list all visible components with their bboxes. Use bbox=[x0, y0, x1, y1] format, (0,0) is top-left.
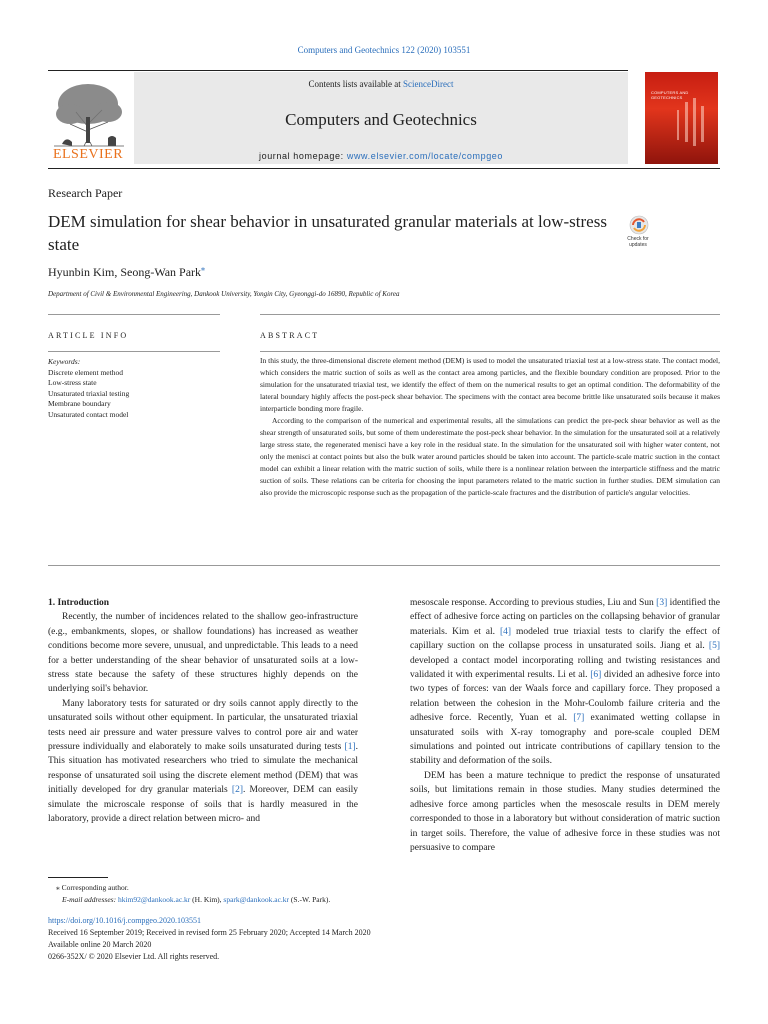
text-run: mesoscale response. According to previous studies, Liu and Sun bbox=[410, 598, 657, 608]
keyword: Unsaturated contact model bbox=[48, 409, 129, 419]
affiliation: Department of Civil & Environmental Engineering, Dankook University, Yongin City, Gyeonggi-do 16890, Republic of Korea bbox=[48, 290, 400, 298]
abstract-heading: ABSTRACT bbox=[260, 331, 320, 340]
citation-link[interactable]: [4] bbox=[499, 626, 512, 637]
email-owner: (H. Kim), bbox=[190, 895, 224, 904]
journal-title: Computers and Geotechnics bbox=[285, 110, 477, 129]
journal-reference[interactable]: Computers and Geotechnics 122 (2020) 103551 bbox=[297, 45, 471, 55]
citation-link[interactable]: [3] bbox=[656, 598, 668, 608]
article-info-mid-rule bbox=[48, 351, 220, 352]
keyword: Discrete element method bbox=[48, 367, 123, 377]
cover-pattern-icon bbox=[645, 72, 718, 164]
citation-link[interactable]: [5] bbox=[708, 641, 720, 652]
body-right-column bbox=[410, 596, 720, 855]
author-names: Hyunbin Kim, Seong-Wan Park bbox=[48, 265, 202, 279]
text-run: . Moreover, DEM can easily simulate the microscale response of soils that is hardly measured in the laboratory, provide a direct relation between micro- and bbox=[48, 785, 358, 825]
citation-link[interactable]: [1] bbox=[344, 742, 356, 753]
abstract-paragraph: In this study, the three-dimensional discrete element method (DEM) is used to model the unsaturated triaxial test at a low-stress state. The contact model, which considers the matric suction of soils as well as the contact area among particles, and the flexible boundary condition are proposed. Prior to the simulation for the unsaturated triaxial test, we identify the effect of them on the numerical results to get an optimal condition. The deformability of the lateral boundary highly affects the post-peck shear behavior. The specimens with the contact area become brittle like unsaturated soils because it makes interparticle bonding more fragile. bbox=[260, 356, 720, 413]
text-run: . This situation has motivated researchers who tried to simulate the mechanical response of unsaturated soil using the discrete element method (DEM) that was initially developed for dry granular materials bbox=[48, 742, 358, 796]
introduction-heading: 1. Introduction bbox=[48, 598, 110, 608]
contents-line bbox=[134, 79, 628, 89]
copyright: 0266-352X/ © 2020 Elsevier Ltd. All rights reserved. bbox=[48, 952, 220, 961]
available-online: Available online 20 March 2020 bbox=[48, 940, 152, 949]
keywords-label: Keywords: bbox=[48, 357, 81, 366]
abstract-bottom-rule bbox=[48, 565, 720, 566]
homepage-prefix: journal homepage: bbox=[258, 151, 347, 161]
contents-prefix: Contents lists available at bbox=[308, 79, 403, 89]
keywords-block bbox=[48, 357, 220, 420]
cover-title: COMPUTERS AND GEOTECHNICS bbox=[651, 90, 689, 100]
received-dates: Received 16 September 2019; Received in revised form 25 February 2020; Accepted 14 March 2020 bbox=[48, 928, 371, 937]
doi-link[interactable]: https://doi.org/10.1016/j.compgeo.2020.103551 bbox=[48, 916, 201, 925]
abstract-paragraph: According to the comparison of the numerical and experimental results, all the simulations can predict the pre-peck shear behavior as well as the shear strength of unsaturated soils, but some of them underestimate the post-peck shear behavior. In the simulation for the unsaturated soil at a relatively large stress state, the regenerated menisci have a key role in the residual state. In the simulation for the unsaturated soil with higher water content, not only the menisci at contact points but also the bulk water around particles should be taken into account. The particle-scale matric suction in the contact model can exhibit a linear relation with the matric suction of soils, while there is a nonlinear relation between the interparticle stiffness and the matric suction of soils. These relations can be criteria for choosing the input parameters related to the matric suction in further studies. DEM simulation can also provide the microscopic response such as the propagation of the particle-scale fractures and the distribution of particle's angular velocities. bbox=[260, 416, 720, 497]
body-paragraph: DEM has been a mature technique to predict the response of unsaturated soils, but limitations remain in those studies. Many studies determined the adhesive force among particles when the mesoscale results in DEM merely corresponded to those in a laboratory but without consideration of matric suction in target soils. Therefore, the value of adhesive force in these studies was not persuasive to compare bbox=[410, 770, 720, 853]
body-paragraph bbox=[410, 596, 720, 769]
abstract-mid-rule bbox=[260, 351, 720, 352]
body-paragraph bbox=[48, 697, 358, 827]
check-for-updates-label[interactable]: Check for updates bbox=[627, 236, 649, 248]
keyword: Unsaturated triaxial testing bbox=[48, 388, 130, 398]
citation-link[interactable]: [6] bbox=[590, 670, 602, 681]
homepage-line bbox=[134, 151, 628, 161]
email-link[interactable]: spark@dankook.ac.kr bbox=[223, 895, 290, 904]
header-top-rule bbox=[48, 70, 628, 71]
homepage-link[interactable]: www.elsevier.com/locate/compgeo bbox=[346, 151, 504, 161]
footnotes bbox=[48, 882, 720, 906]
authors bbox=[48, 264, 205, 280]
keyword: Low-stress state bbox=[48, 378, 97, 387]
elsevier-wordmark: ELSEVIER bbox=[52, 147, 124, 162]
body-left-column bbox=[48, 596, 358, 827]
text-run: modeled true triaxial tests to clarify the effect of capillary suction on the collapse process in unsaturated soils. Jiang et al. bbox=[410, 626, 720, 652]
article-type: Research Paper bbox=[48, 186, 123, 200]
text-run: developed a contact model incorporating rolling and twisting resistances and validated it with experimental results. Li et al. bbox=[410, 655, 720, 681]
email-label: E-mail addresses: bbox=[62, 895, 118, 904]
text-run: Many laboratory tests for saturated or dry soils cannot apply directly to the unsaturated soils without other equipment. In particular, the unsaturated triaxial tests need air pressure and water pressure valves to control pore air and water pressure individually and elaborately to make soils unsaturated during tests bbox=[48, 698, 358, 753]
paper-title: DEM simulation for shear behavior in unsaturated granular materials at low-stress state bbox=[48, 212, 607, 254]
article-info-heading: ARTICLE INFO bbox=[48, 331, 129, 340]
abstract-top-rule bbox=[260, 314, 720, 315]
article-history bbox=[48, 915, 371, 963]
corresponding-author-mark[interactable]: ⁎ bbox=[201, 264, 206, 273]
article-info-top-rule bbox=[48, 314, 220, 315]
abstract-body bbox=[260, 355, 720, 499]
citation-link[interactable]: [2] bbox=[231, 785, 243, 796]
footnote-rule bbox=[48, 877, 108, 878]
journal-cover-image bbox=[645, 72, 718, 164]
body-paragraph: Recently, the number of incidences related to the shallow geo-infrastructure (e.g., embankments, slopes, or shallow foundations) has increased as weather conditions become more severe, unusual, and unpredictable. This leads to a need for a better understanding of the shear behavior of unsaturated soils at a low-stress state because the safety of these structures highly depends on the underlying soil's behavior. bbox=[48, 612, 358, 695]
citation-link[interactable]: [7] bbox=[573, 713, 585, 724]
text-run: divided an adhesive force into two types of forces: van der Waals force and capillary force. They proposed a relation between the cohesion in the Mohr-Coulomb failure criteria and the adhesive force. Recently, Yuan et al. bbox=[410, 670, 720, 724]
text-run: identified the effect of adhesive force acting on particles on the collapsing behavior of granular materials. Kim et al. bbox=[410, 598, 721, 637]
sciencedirect-link[interactable]: ScienceDirect bbox=[403, 79, 454, 89]
email-owner: (S.-W. Park). bbox=[289, 895, 331, 904]
header-bottom-rule bbox=[48, 168, 720, 169]
corresponding-author-note: ⁎ Corresponding author. bbox=[56, 883, 129, 892]
text-run: exanimated wetting collapse in unsaturated soils with X-ray tomography and pore-scale coupled DEM simulations and pointed out intricate contributions of capillary tension to the stability and deformation of the soils. bbox=[410, 713, 720, 767]
keyword: Membrane boundary bbox=[48, 399, 111, 408]
email-link[interactable]: hkim92@dankook.ac.kr bbox=[117, 895, 191, 904]
email-addresses bbox=[48, 894, 720, 906]
